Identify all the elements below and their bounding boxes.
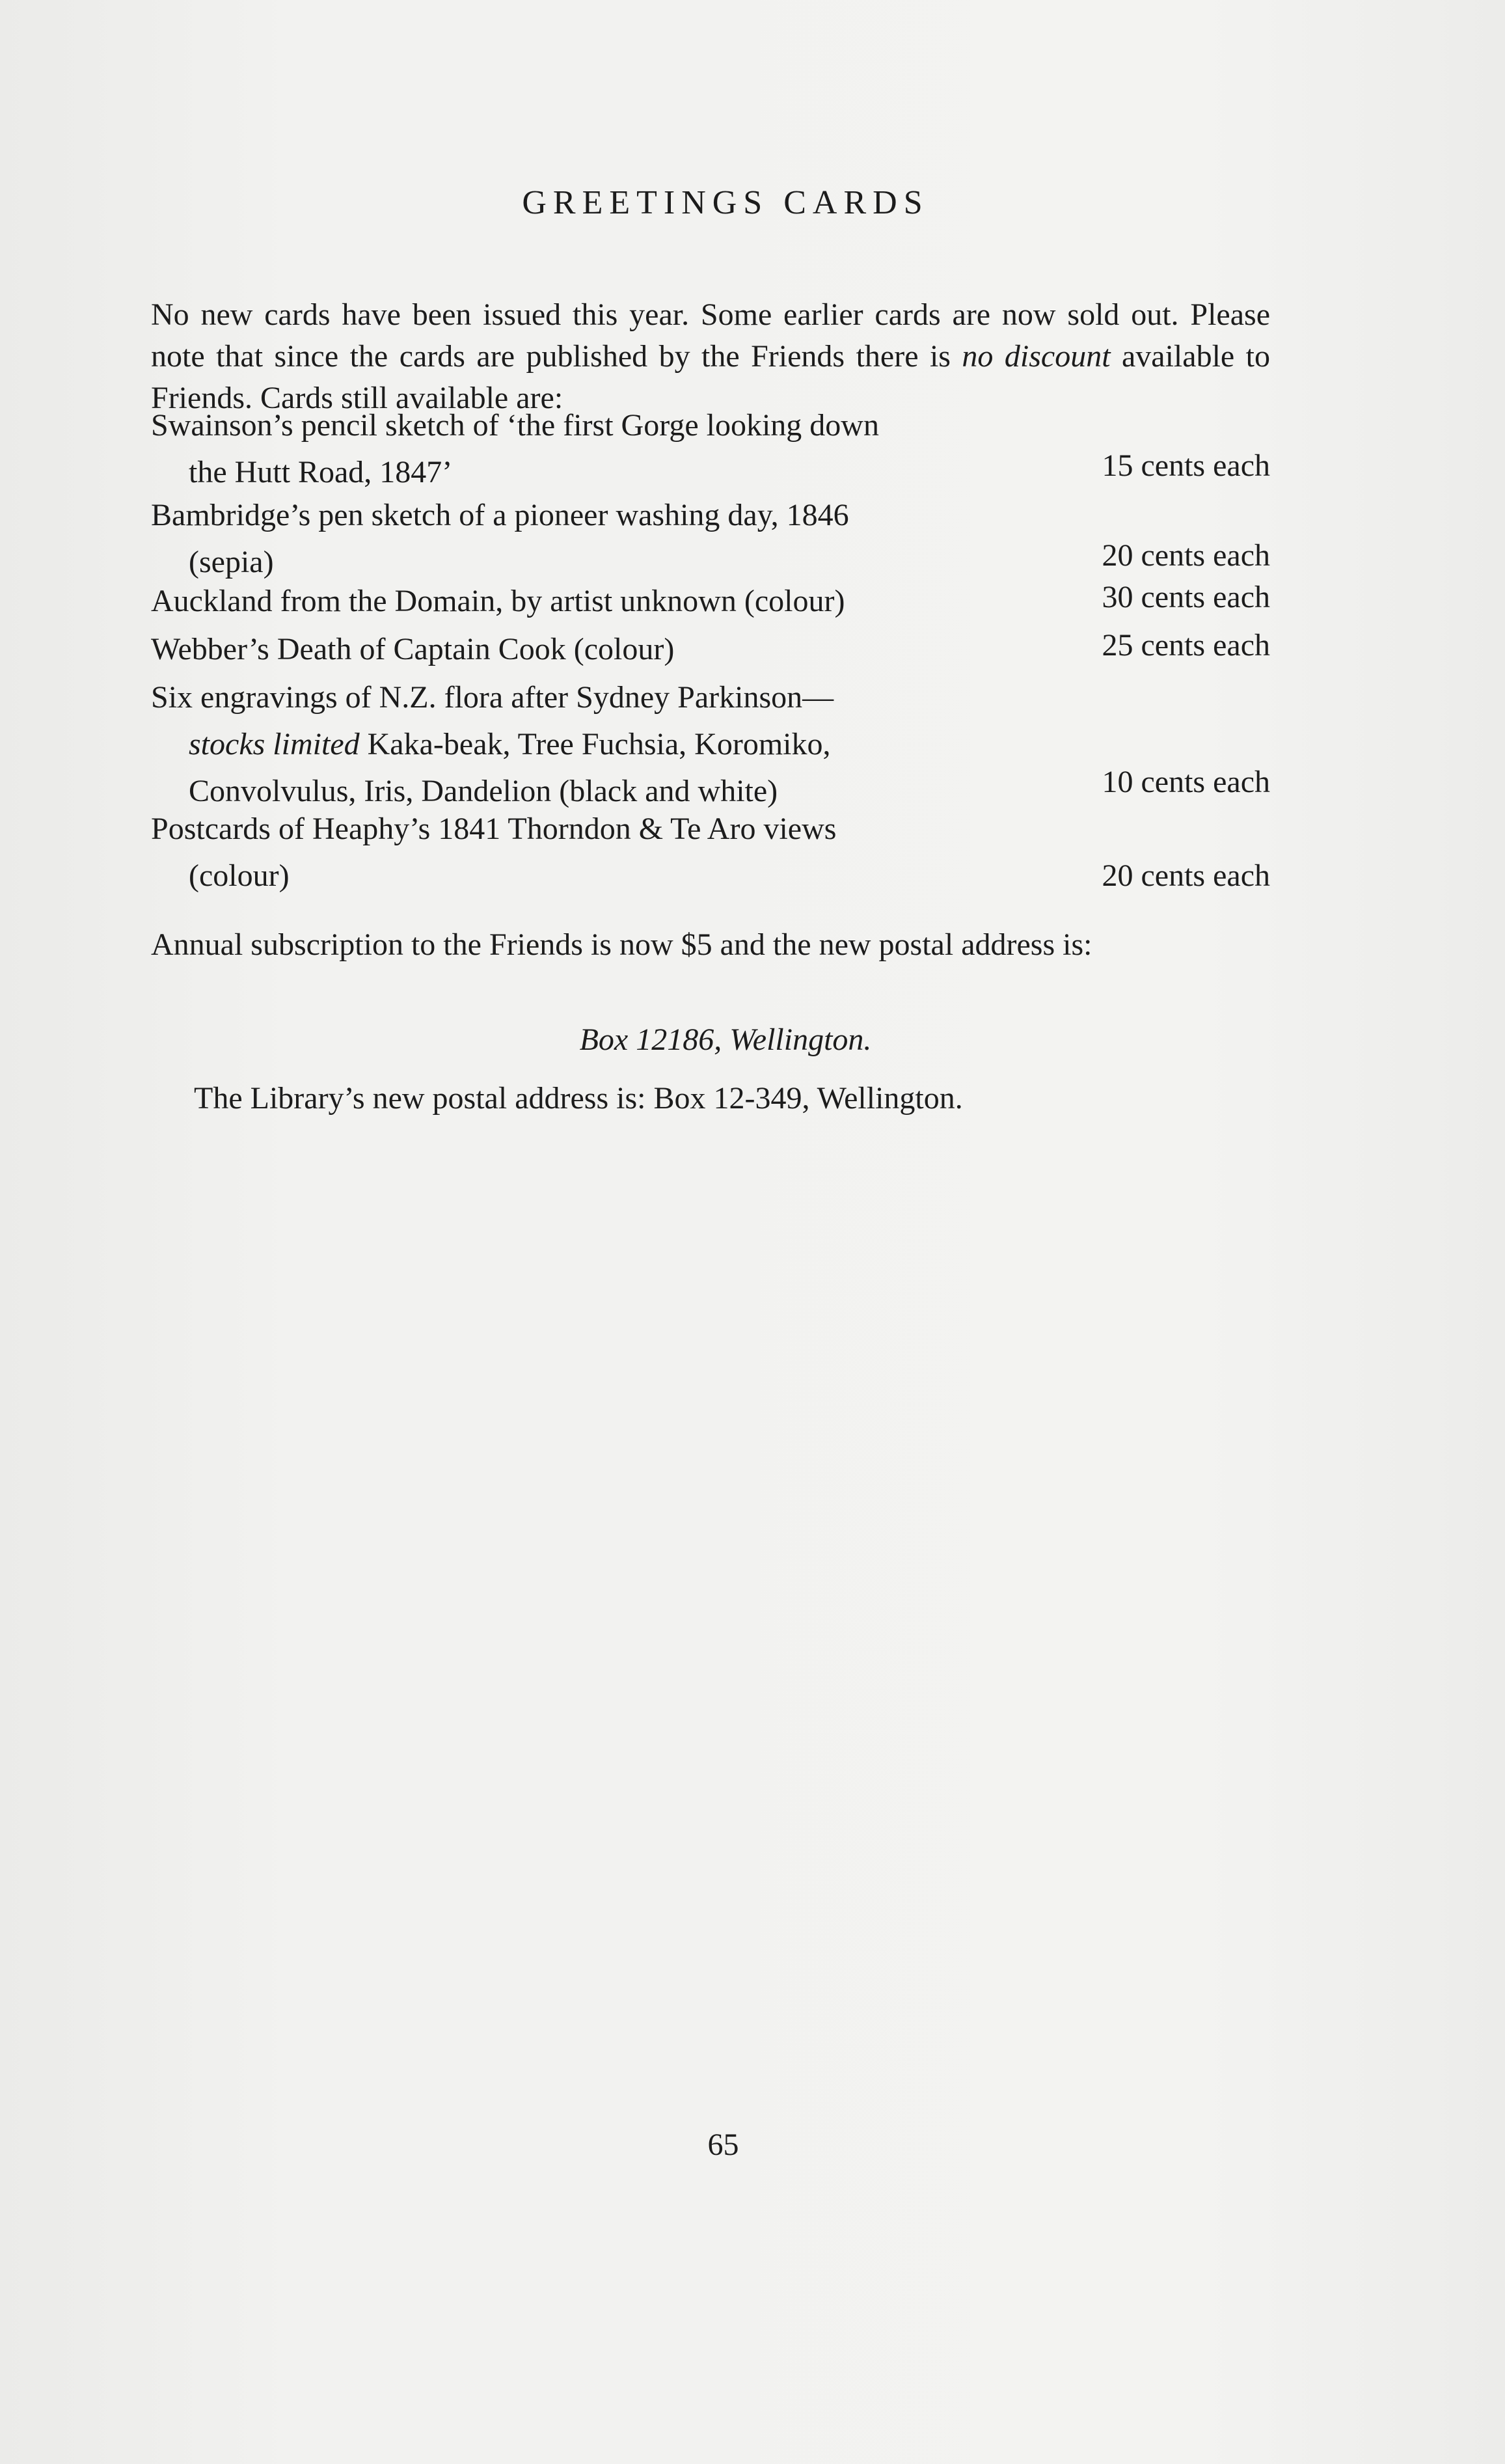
card-price: 25 cents each [1102, 628, 1270, 663]
card-price: 10 cents each [1102, 765, 1270, 799]
intro-text-end: available to Friends. Cards still available are: [151, 339, 1270, 415]
card-description: Six engravings of N.Z. flora after Sydney Parkinson— [151, 680, 834, 715]
library-address: The Library’s new postal address is: Box 12-349, Wellington. [194, 1081, 963, 1116]
card-item-auckland [151, 578, 1270, 625]
subscription-paragraph: Annual subscription to the Friends is now $5 and the new postal address is: [151, 927, 1092, 962]
stock-note: stocks limited [189, 727, 360, 761]
card-description-cont: Convolvulus, Iris, Dandelion (black and white) [189, 774, 778, 808]
card-description: Webber’s Death of Captain Cook (colour) [151, 632, 675, 666]
card-item-webber [151, 626, 1270, 673]
card-item-parkinson [151, 674, 1270, 815]
card-description: Bambridge’s pen sketch of a pioneer washing day, 1846 [151, 498, 849, 532]
card-item-swainson [151, 402, 1270, 496]
card-item-bambridge [151, 492, 1270, 586]
intro-text-start: No new cards have been issued this year. Some earlier cards are now sold out. Please note that since the cards are published by the Friends there is [151, 297, 1270, 374]
flora-list: Kaka-beak, Tree Fuchsia, Koromiko, [359, 727, 831, 761]
page-title: GREETINGS CARDS [522, 184, 929, 221]
card-description: Swainson’s pencil sketch of ‘the first Gorge looking down [151, 408, 879, 443]
card-description: Auckland from the Domain, by artist unknown (colour) [151, 584, 845, 618]
card-description-cont: (colour) [189, 858, 290, 893]
intro-emphasis: no discount [962, 339, 1111, 374]
card-price: 15 cents each [1102, 448, 1270, 483]
page-number: 65 [707, 2128, 739, 2162]
card-description-cont: (sepia) [189, 545, 274, 579]
card-price: 20 cents each [1102, 538, 1270, 573]
card-price: 30 cents each [1102, 580, 1270, 614]
card-description-cont: the Hutt Road, 1847’ [189, 455, 453, 489]
intro-paragraph [151, 294, 1270, 419]
card-description: Postcards of Heaphy’s 1841 Thorndon & Te Aro views [151, 812, 837, 846]
postal-box-address: Box 12186, Wellington. [579, 1022, 872, 1057]
card-price: 20 cents each [1102, 858, 1270, 893]
card-item-heaphy [151, 806, 1270, 899]
